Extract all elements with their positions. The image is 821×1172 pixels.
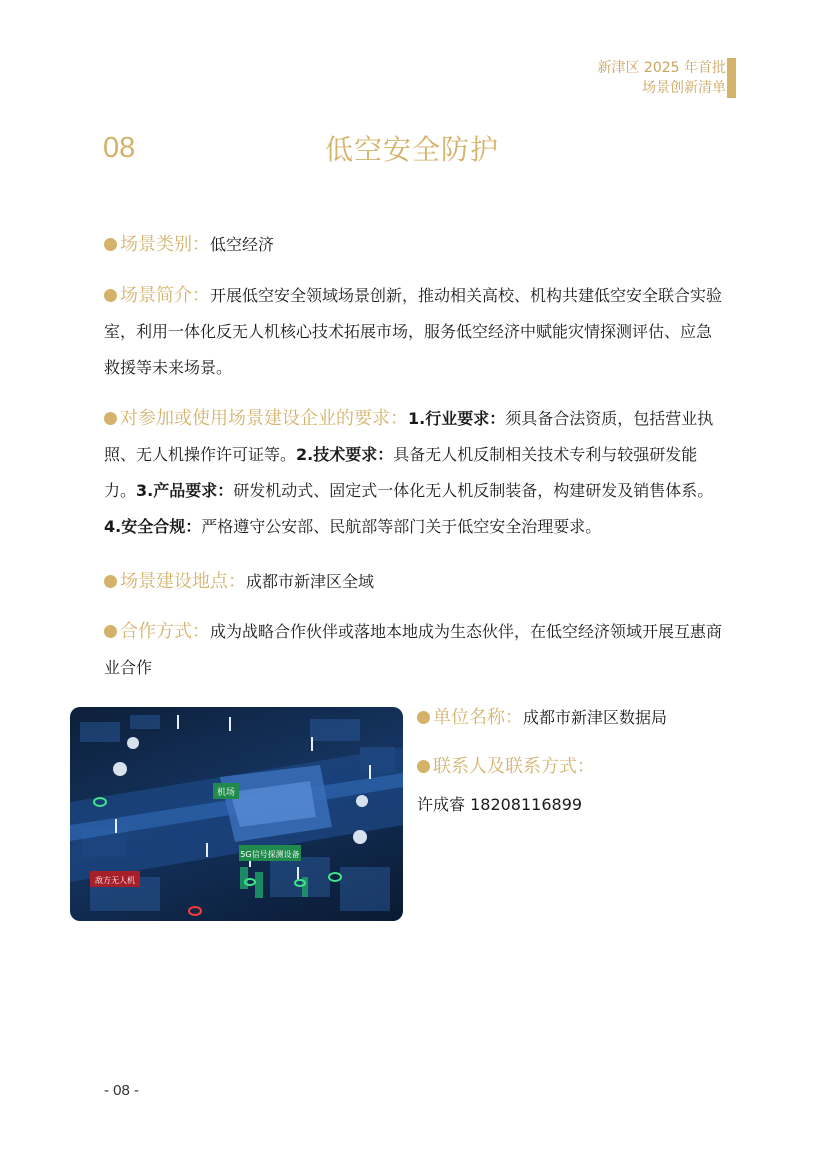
location-label: 场景建设地点： (120, 571, 246, 592)
req-2-title: 2.技术要求： (296, 445, 394, 464)
contact-label: 联系人及联系方式： (433, 756, 595, 777)
req-4-text: 严格遵守公安部、民航部等部门关于低空安全治理要求。 (201, 517, 602, 536)
cooperation-paragraph (104, 614, 722, 686)
5g-detector-tag: 5G信号探测设备 (240, 850, 300, 859)
requirements-label: 对参加或使用场景建设企业的要求： (120, 408, 408, 429)
bullet-dot-icon (104, 412, 117, 425)
req-2-text: 具备无人机反制相关技术专利与较强研发能力。 (104, 445, 698, 500)
bullet-dot-icon (417, 760, 430, 773)
req-1-text: 须具备合法资质，包括营业执照、无人机操作许可证等。 (104, 409, 714, 464)
intro-paragraph (104, 278, 722, 386)
document-header (597, 58, 726, 98)
contact-value: 许成睿 18208116899 (417, 795, 583, 814)
bullet-dot-icon (104, 625, 117, 638)
category-label: 场景类别： (120, 234, 210, 255)
location-value: 成都市新津区全域 (246, 572, 375, 591)
category-value: 低空经济 (210, 235, 275, 254)
unit-row (417, 704, 667, 732)
category-paragraph (104, 227, 722, 263)
req-3-text: 研发机动式、固定式一体化无人机反制装备，构建研发及销售体系。 (233, 481, 714, 500)
bullet-dot-icon (104, 289, 117, 302)
location-paragraph (104, 564, 722, 600)
airport-drone-defense-image (70, 707, 403, 921)
header-line-2: 场景创新清单 (642, 80, 726, 96)
req-1-title: 1.行业要求： (408, 409, 506, 428)
airport-tag: 机场 (216, 788, 236, 798)
section-number: 08 (103, 132, 136, 164)
bullet-dot-icon (417, 711, 430, 724)
intro-value: 开展低空安全领域场景创新，推动相关高校、机构共建低空安全联合实验室，利用一体化反无人机核心技术拓展市场，服务低空经济中赋能灾情探测评估、应急救援等未来场景。 (104, 286, 723, 377)
contact-row (417, 753, 595, 781)
cooperation-label: 合作方式： (120, 621, 210, 642)
req-4-title: 4.安全合规： (104, 517, 202, 536)
unit-value: 成都市新津区数据局 (523, 708, 668, 727)
intro-label: 场景简介： (120, 285, 210, 306)
header-line-1: 新津区 2025 年首批 (597, 60, 726, 76)
req-3-title: 3.产品要求： (136, 481, 234, 500)
unit-label: 单位名称： (433, 707, 523, 728)
bullet-dot-icon (104, 575, 117, 588)
enemy-drone-tag: 敌方无人机 (95, 876, 135, 885)
bullet-dot-icon (104, 238, 117, 251)
page-number: - 08 - (104, 1082, 140, 1099)
header-accent-bar (727, 58, 736, 98)
cooperation-value: 成为战略合作伙伴或落地本地成为生态伙伴，在低空经济领域开展互惠商业合作 (104, 622, 723, 677)
requirements-paragraph (104, 401, 722, 545)
section-title: 低空安全防护 (325, 133, 500, 166)
